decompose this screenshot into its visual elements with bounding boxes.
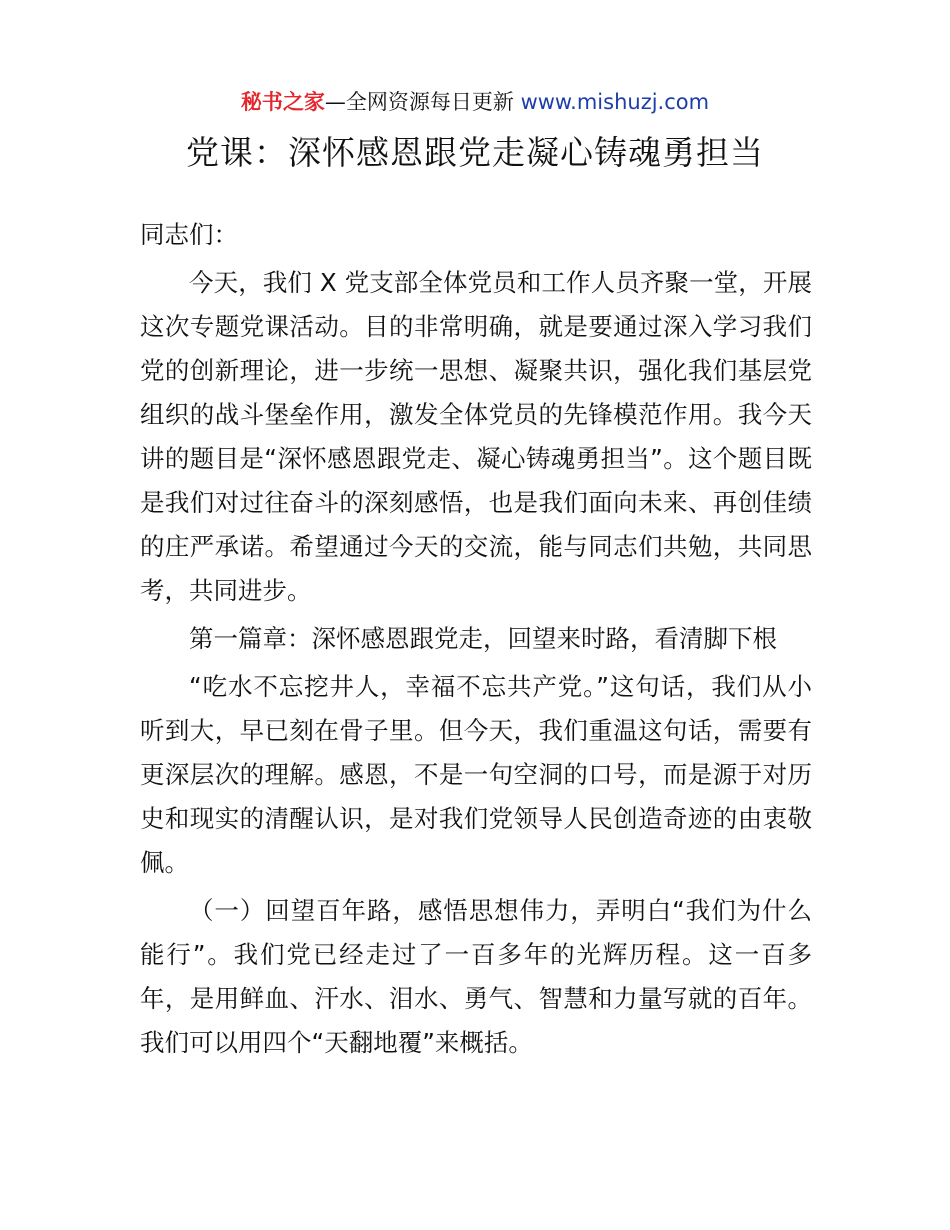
site-url-link[interactable]: www.mishuzj.com — [520, 90, 710, 114]
paragraph-gratitude: “吃水不忘挖井人，幸福不忘共产党。”这句话，我们从小听到大，早已刻在骨子里。但今天，我们重温这句话，需要有更深层次的理解。感恩，不是一句空洞的口号，而是源于对历史和现实的清醒认识，是对我们党领导人民创造奇迹的由衷敬佩。 — [140, 672, 812, 877]
site-header — [0, 86, 950, 118]
salutation: 同志们： — [140, 220, 238, 249]
site-tagline: —全网资源每日更新 — [324, 90, 521, 114]
paragraph-subsection-one: （一）回望百年路，感悟思想伟力，弄明白“我们为什么能行”。我们党已经走过了一百多年的光辉历程。这一百多年，是用鲜血、汗水、泪水、勇气、智慧和力量写就的百年。我们可以用四个“天翻地覆”来概括。 — [140, 896, 812, 1057]
section-heading: 第一篇章：深怀感恩跟党走，回望来时路，看清脚下根 — [189, 624, 777, 653]
paragraph-intro: 今天，我们 X 党支部全体党员和工作人员齐聚一堂，开展这次专题党课活动。目的非常明确，就是要通过深入学习我们党的创新理论，进一步统一思想、凝聚共识，强化我们基层党组织的战斗堡垒作用，激发全体党员的先锋模范作用。我今天讲的题目是“深怀感恩跟党走、凝心铸魂勇担当”。这个题目既是我们对过往奋斗的深刻感悟，也是我们面向未来、再创佳绩的庄严承诺。希望通过今天的交流，能与同志们共勉，共同思考，共同进步。 — [140, 268, 812, 605]
document-body — [140, 213, 812, 1065]
document-title: 党课：深怀感恩跟党走凝心铸魂勇担当 — [186, 133, 764, 172]
site-brand: 秘书之家 — [240, 90, 325, 114]
